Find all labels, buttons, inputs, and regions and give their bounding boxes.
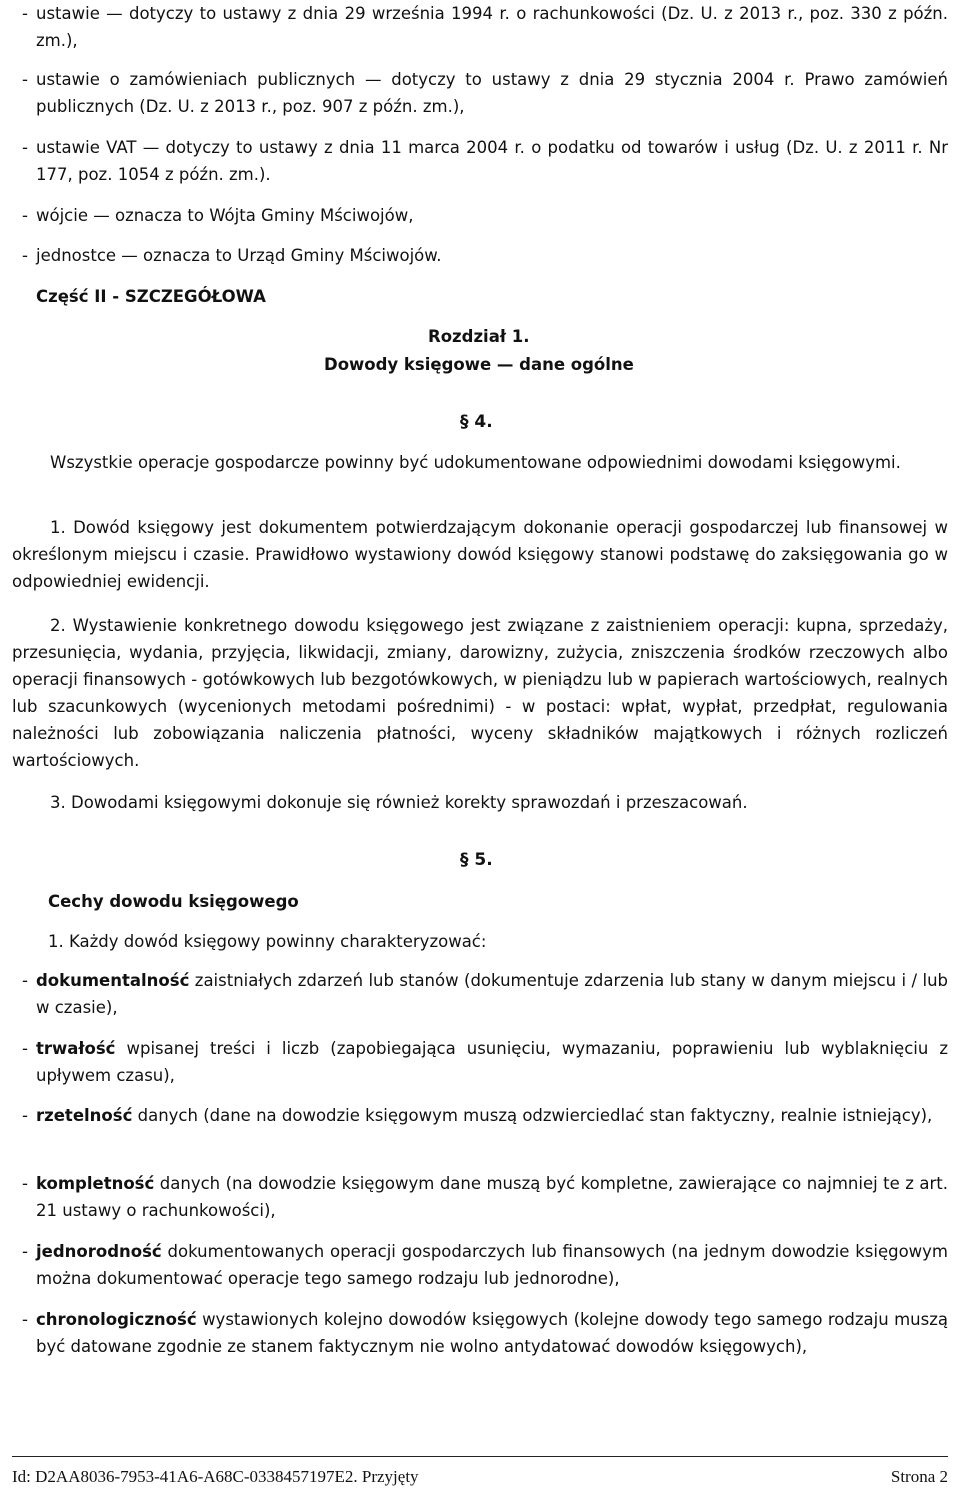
list-item-jednostka: jednostce — oznacza to Urząd Gminy Mściwojów. bbox=[36, 246, 442, 265]
section-5-number: § 5. bbox=[460, 850, 493, 870]
dash-marker: - bbox=[22, 1106, 28, 1125]
footer-page-number: Strona 2 bbox=[890, 1467, 948, 1486]
section-4-point-1: 1. Dowód księgowy jest dokumentem potwierdzającym dokonanie operacji gospodarczej lub finansowej w określonym miejscu i czasie. Prawidłowo wystawiony dowód księgowy stanowi podstawę do zaksięgowania go w odpowiedniej ewidencji. bbox=[12, 518, 948, 591]
section-4-point-3: 3. Dowodami księgowymi dokonuje się również korekty sprawozdań i przeszacowań. bbox=[50, 793, 748, 812]
list-item-ustawa-rachunkowosc: ustawie — dotyczy to ustawy z dnia 29 września 1994 r. o rachunkowości (Dz. U. z 2013 r., poz. 330 z późn. zm.), bbox=[36, 4, 948, 50]
list-item-ustawa-zamowienia: ustawie o zamówieniach publicznych — dotyczy to ustawy z dnia 29 stycznia 2004 r. Prawo zamówień publicznych (Dz. U. z 2013 r., poz. 907 z późn. zm.), bbox=[36, 70, 948, 116]
feature-trwalosc: trwałość wpisanej treści i liczb (zapobiegająca usunięciu, wymazaniu, poprawieniu lub wyblaknięciu z upływem czasu), bbox=[36, 1039, 949, 1085]
feature-jednorodnosc: jednorodność dokumentowanych operacji gospodarczych lub finansowych (na jednym dowodzie księgowym można dokumentować operacje tego samego rodzaju lub jednorodne), bbox=[36, 1242, 949, 1288]
feature-rzetelnosc: rzetelność danych (dane na dowodzie księgowym muszą odzwierciedlać stan faktyczny, realnie istniejący), bbox=[36, 1106, 933, 1125]
section-5-subheading: Cechy dowodu księgowego bbox=[48, 892, 299, 911]
dash-marker: - bbox=[22, 1310, 28, 1329]
dash-marker: - bbox=[22, 246, 28, 265]
feature-kompletnosc: kompletność danych (na dowodzie księgowym dane muszą być kompletne, zawierające co najmniej te z art. 21 ustawy o rachunkowości), bbox=[36, 1174, 949, 1220]
feature-dokumentalnosc: dokumentalność zaistniałych zdarzeń lub stanów (dokumentuje zdarzenia lub stany w danym miejscu i / lub w czasie), bbox=[36, 971, 948, 1017]
footer-document-id: Id: D2AA8036-7953-41A6-A68C-0338457197E2. Przyjęty bbox=[12, 1467, 419, 1486]
dash-marker: - bbox=[22, 70, 28, 89]
dash-marker: - bbox=[22, 138, 28, 157]
dash-marker: - bbox=[22, 1039, 28, 1058]
dash-marker: - bbox=[22, 4, 28, 23]
list-item-wojt: wójcie — oznacza to Wójta Gminy Mściwojów, bbox=[36, 206, 414, 225]
list-item-ustawa-vat: ustawie VAT — dotyczy to ustawy z dnia 11 marca 2004 r. o podatku od towarów i usług (Dz. U. z 2011 r. Nr 177, poz. 1054 z późn. zm.). bbox=[36, 138, 948, 184]
section-4-number: § 4. bbox=[460, 412, 493, 432]
section-4-point-2: 2. Wystawienie konkretnego dowodu księgowego jest związane z zaistnieniem operacji: kupna, sprzedaży, przesunięcia, wydania, przyjęcia, likwidacji, zmiany, darowizny, zużycia, zniszczenia środków rzeczowych albo operacji finansowych - gotówkowych lub bezgotówkowych, w pieniądzu lub w papierach wartościowych, realnych lub szacunkowych (wycenionych metodami pośrednimi) - w postaci: wpłat, wypłat, przedpłat, regulowania należności lub zobowiązania naliczenia płatności, wyceny składników majątkowych i różnych rozliczeń wartościowych. bbox=[12, 616, 948, 770]
footer-divider bbox=[12, 1456, 948, 1457]
feature-chronologicznosc: chronologiczność wystawionych kolejno dowodów księgowych (kolejne dowody tego samego rodzaju muszą być datowane zgodnie ze stanem faktycznym nie wolno antydatować dowodów księgowych), bbox=[36, 1310, 949, 1356]
part-heading: Część II - SZCZEGÓŁOWA bbox=[36, 287, 266, 306]
chapter-title: Dowody księgowe — dane ogólne bbox=[324, 355, 634, 374]
dash-marker: - bbox=[22, 1174, 28, 1193]
chapter-number: Rozdział 1. bbox=[428, 327, 530, 346]
dash-marker: - bbox=[22, 206, 28, 225]
section-4-intro: Wszystkie operacje gospodarcze powinny być udokumentowane odpowiednimi dowodami księgowymi. bbox=[50, 453, 901, 472]
dash-marker: - bbox=[22, 971, 28, 990]
section-5-point-1-intro: 1. Każdy dowód księgowy powinny charakteryzować: bbox=[48, 932, 487, 951]
dash-marker: - bbox=[22, 1242, 28, 1261]
